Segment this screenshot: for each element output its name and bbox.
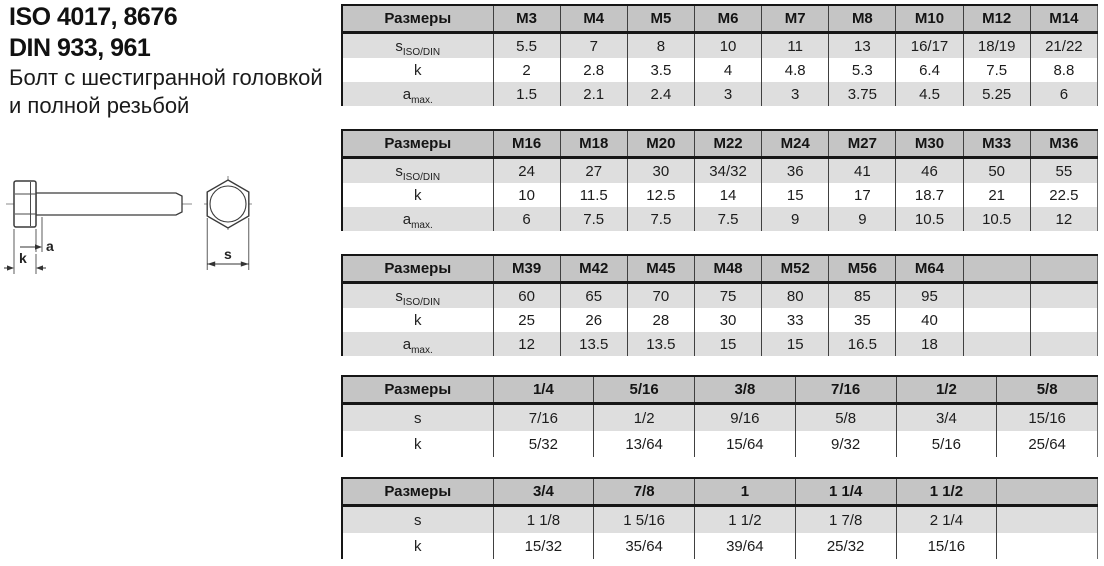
dimension-value: 3/4 [896, 404, 997, 432]
table-row [342, 82, 1098, 106]
size-column-header: M14 [1030, 5, 1097, 33]
empty-cell [963, 308, 1030, 332]
size-column-header: M4 [560, 5, 627, 33]
size-column-header: M22 [694, 130, 761, 158]
table-row [342, 33, 1098, 59]
metric-table-m3-m14 [341, 4, 1098, 106]
dimension-value: 9 [762, 207, 829, 231]
dim-k-arrow-left [7, 265, 14, 270]
dimension-value: 50 [963, 158, 1030, 184]
row-label-a: $a_{max.}$ [342, 207, 493, 231]
size-column-header: M18 [560, 130, 627, 158]
empty-cell [997, 533, 1098, 559]
size-column-header: M20 [627, 130, 694, 158]
dimension-value: 10.5 [896, 207, 963, 231]
standard-iso-title: ISO 4017, 8676 [9, 3, 178, 31]
dimension-value: 3.5 [627, 58, 694, 82]
dimension-value: 15 [762, 332, 829, 356]
row-label-k: k [342, 58, 493, 82]
dimension-value: 65 [560, 283, 627, 309]
dimension-value: 80 [762, 283, 829, 309]
dimension-value: 46 [896, 158, 963, 184]
dimension-value: 7.5 [963, 58, 1030, 82]
dimension-value: 41 [829, 158, 896, 184]
dimension-value: 40 [896, 308, 963, 332]
dimension-value: 16.5 [829, 332, 896, 356]
dimension-value: 12 [1030, 207, 1097, 231]
size-column-header: M24 [762, 130, 829, 158]
dimension-value: 8 [627, 33, 694, 59]
dimension-value: 9/32 [795, 431, 896, 457]
size-column-header: 7/8 [594, 478, 695, 506]
title-block [9, 2, 323, 120]
table-row [342, 308, 1098, 332]
size-column-header: M42 [560, 255, 627, 283]
dimension-value: 9 [829, 207, 896, 231]
dimension-value: 5.3 [829, 58, 896, 82]
dimension-value: 35/64 [594, 533, 695, 559]
dimension-value: 55 [1030, 158, 1097, 184]
dimension-value: 13 [829, 33, 896, 59]
product-name-line1: Болт с шестигранной головкой [9, 65, 323, 90]
dimension-value: 4 [694, 58, 761, 82]
size-column-header: M56 [829, 255, 896, 283]
dimension-value: 4.8 [762, 58, 829, 82]
dimension-value: 21 [963, 183, 1030, 207]
dimension-value: 95 [896, 283, 963, 309]
row-label-s: $s_{ISO/DIN}$ [342, 33, 493, 59]
dimension-value: 24 [493, 158, 560, 184]
dimension-value: 17 [829, 183, 896, 207]
dimension-value: 15/32 [493, 533, 594, 559]
dimension-value: 60 [493, 283, 560, 309]
dimension-value: 7.5 [560, 207, 627, 231]
dimension-value: 15/16 [997, 404, 1098, 432]
dimension-value: 3 [694, 82, 761, 106]
bolt-shaft [36, 193, 182, 215]
size-column-header: M3 [493, 5, 560, 33]
size-column-header: M52 [762, 255, 829, 283]
bolt-technical-drawing [0, 172, 300, 278]
table-row [342, 283, 1098, 309]
dimension-value: 13.5 [627, 332, 694, 356]
dimension-value: 35 [829, 308, 896, 332]
empty-cell [997, 506, 1098, 534]
size-column-header: M33 [963, 130, 1030, 158]
bolt-head-side-view [14, 181, 36, 227]
size-column-header: 5/8 [997, 376, 1098, 404]
dimension-value: 1/2 [594, 404, 695, 432]
dimension-value: 15/64 [695, 431, 796, 457]
table-header-row [342, 255, 1098, 283]
table-corner-header: Размеры [342, 5, 493, 33]
size-column-header: M36 [1030, 130, 1097, 158]
dimension-value: 1 1/8 [493, 506, 594, 534]
dimension-value: 5/32 [493, 431, 594, 457]
dimension-value: 12.5 [627, 183, 694, 207]
dimension-value: 27 [560, 158, 627, 184]
dimension-value: 28 [627, 308, 694, 332]
dimension-value: 33 [762, 308, 829, 332]
dimension-value: 10 [493, 183, 560, 207]
dimension-value: 5.5 [493, 33, 560, 59]
size-column-header: M5 [627, 5, 694, 33]
dim-label-k: k [19, 250, 27, 266]
dimension-value: 11 [762, 33, 829, 59]
size-column-header: M6 [694, 5, 761, 33]
size-column-header: M64 [896, 255, 963, 283]
dimension-value: 30 [694, 308, 761, 332]
empty-cell [963, 283, 1030, 309]
dimension-value: 1 7/8 [795, 506, 896, 534]
dimension-value: 85 [829, 283, 896, 309]
dimension-value: 21/22 [1030, 33, 1097, 59]
dimension-value: 18.7 [896, 183, 963, 207]
dim-label-a: a [46, 238, 54, 254]
dimension-value: 5/16 [896, 431, 997, 457]
dimension-tables [341, 4, 1098, 559]
row-label-a: $a_{max.}$ [342, 82, 493, 106]
table-header-row [342, 376, 1098, 404]
product-name-line2: и полной резьбой [9, 93, 190, 118]
table-row [342, 183, 1098, 207]
table-corner-header: Размеры [342, 255, 493, 283]
dimension-value: 12 [493, 332, 560, 356]
dimension-value: 8.8 [1030, 58, 1097, 82]
row-label-s: $s_{ISO/DIN}$ [342, 283, 493, 309]
row-label-s: $s_{ISO/DIN}$ [342, 158, 493, 184]
dimension-value: 39/64 [695, 533, 796, 559]
size-column-header: 1 [695, 478, 796, 506]
size-column-header: 3/4 [493, 478, 594, 506]
size-column-header: M39 [493, 255, 560, 283]
size-column-header: M12 [963, 5, 1030, 33]
size-column-header: 5/16 [594, 376, 695, 404]
size-column-header: 1/4 [493, 376, 594, 404]
dimension-value: 13/64 [594, 431, 695, 457]
size-column-header: M48 [694, 255, 761, 283]
dimension-value: 25 [493, 308, 560, 332]
dimension-value: 6.4 [896, 58, 963, 82]
dim-s-arrow-right [241, 261, 249, 266]
size-column-header: M7 [762, 5, 829, 33]
dimension-value: 5.25 [963, 82, 1030, 106]
row-label-k: k [342, 183, 493, 207]
dim-a-arrow [35, 244, 42, 249]
table-header-row [342, 478, 1098, 506]
table-row [342, 506, 1098, 534]
dimension-value: 6 [493, 207, 560, 231]
table-row [342, 431, 1098, 457]
empty-cell [1030, 283, 1097, 309]
imperial-table-three-quarters-to-one-and-half [341, 477, 1098, 559]
empty-column-header [963, 255, 1030, 283]
dimension-value: 7 [560, 33, 627, 59]
dimension-value: 26 [560, 308, 627, 332]
dimension-value: 30 [627, 158, 694, 184]
imperial-table-quarter-to-five-eighths [341, 375, 1098, 457]
dimension-value: 7.5 [627, 207, 694, 231]
dim-k-arrow-right [36, 265, 43, 270]
dimension-value: 25/32 [795, 533, 896, 559]
dimension-value: 3.75 [829, 82, 896, 106]
dimension-value: 2.8 [560, 58, 627, 82]
dimension-value: 13.5 [560, 332, 627, 356]
table-header-row [342, 5, 1098, 33]
size-column-header: 1 1/4 [795, 478, 896, 506]
empty-cell [1030, 332, 1097, 356]
dimension-value: 15 [762, 183, 829, 207]
dimension-value: 7/16 [493, 404, 594, 432]
size-column-header: 7/16 [795, 376, 896, 404]
row-label-k: k [342, 431, 493, 457]
dimension-value: 2 1/4 [896, 506, 997, 534]
table-row [342, 207, 1098, 231]
size-column-header: M45 [627, 255, 694, 283]
dimension-value: 2.1 [560, 82, 627, 106]
size-column-header: 1 1/2 [896, 478, 997, 506]
dimension-value: 7.5 [694, 207, 761, 231]
empty-cell [1030, 308, 1097, 332]
table-row [342, 158, 1098, 184]
dimension-value: 11.5 [560, 183, 627, 207]
table-row [342, 404, 1098, 432]
table-row [342, 332, 1098, 356]
empty-column-header [997, 478, 1098, 506]
metric-table-m39-m64 [341, 254, 1098, 356]
dimension-value: 75 [694, 283, 761, 309]
dimension-value: 18/19 [963, 33, 1030, 59]
dimension-value: 36 [762, 158, 829, 184]
size-column-header: M8 [829, 5, 896, 33]
standard-din-title: DIN 933, 961 [9, 34, 151, 62]
metric-table-m16-m36 [341, 129, 1098, 231]
dimension-value: 22.5 [1030, 183, 1097, 207]
size-column-header: M10 [896, 5, 963, 33]
dimension-value: 34/32 [694, 158, 761, 184]
dimension-value: 14 [694, 183, 761, 207]
dimension-value: 3 [762, 82, 829, 106]
table-corner-header: Размеры [342, 376, 493, 404]
size-column-header: 1/2 [896, 376, 997, 404]
size-column-header: M27 [829, 130, 896, 158]
dimension-value: 6 [1030, 82, 1097, 106]
dim-s-arrow-left [207, 261, 215, 266]
table-corner-header: Размеры [342, 130, 493, 158]
row-label-s: s [342, 404, 493, 432]
dimension-value: 2 [493, 58, 560, 82]
dimension-value: 15 [694, 332, 761, 356]
size-column-header: M30 [896, 130, 963, 158]
table-row [342, 58, 1098, 82]
size-column-header: 3/8 [695, 376, 796, 404]
dimension-value: 16/17 [896, 33, 963, 59]
dimension-value: 1 5/16 [594, 506, 695, 534]
dimension-value: 18 [896, 332, 963, 356]
dimension-value: 10 [694, 33, 761, 59]
dimension-value: 5/8 [795, 404, 896, 432]
dimension-value: 9/16 [695, 404, 796, 432]
dimension-value: 10.5 [963, 207, 1030, 231]
dimension-value: 1.5 [493, 82, 560, 106]
table-row [342, 533, 1098, 559]
row-label-s: s [342, 506, 493, 534]
table-header-row [342, 130, 1098, 158]
empty-cell [963, 332, 1030, 356]
dimension-value: 4.5 [896, 82, 963, 106]
dim-label-s: s [224, 246, 232, 262]
dimension-value: 2.4 [627, 82, 694, 106]
table-corner-header: Размеры [342, 478, 493, 506]
hex-head-end-view [207, 180, 249, 228]
row-label-k: k [342, 533, 493, 559]
row-label-k: k [342, 308, 493, 332]
dimension-value: 70 [627, 283, 694, 309]
dimension-value: 1 1/2 [695, 506, 796, 534]
empty-column-header [1030, 255, 1097, 283]
row-label-a: $a_{max.}$ [342, 332, 493, 356]
dimension-value: 25/64 [997, 431, 1098, 457]
size-column-header: M16 [493, 130, 560, 158]
dimension-value: 15/16 [896, 533, 997, 559]
